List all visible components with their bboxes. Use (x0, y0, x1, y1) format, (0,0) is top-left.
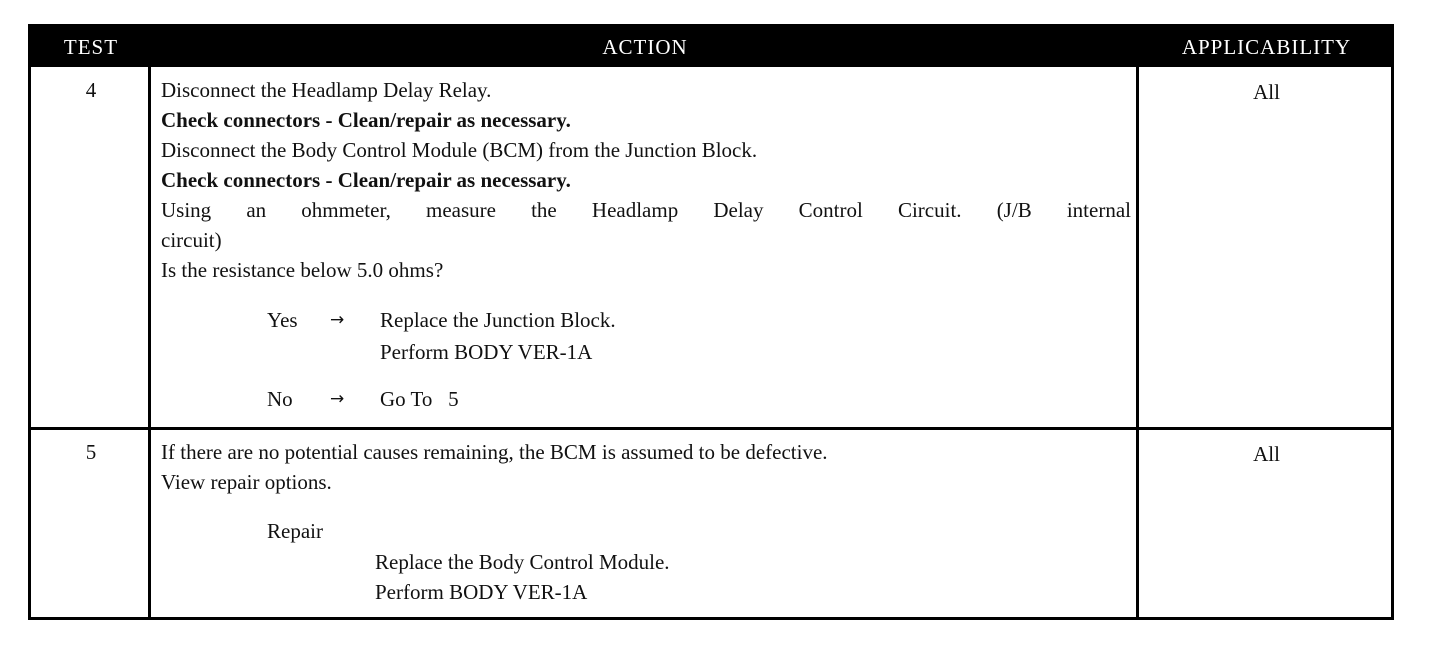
header-action: ACTION (602, 35, 688, 59)
header-applicability: APPLICABILITY (1181, 35, 1352, 59)
arrow-icon: → (330, 389, 345, 409)
column-divider (1136, 67, 1139, 617)
diagnostic-test-table (28, 24, 1394, 620)
yes-label: Yes (267, 308, 298, 332)
repair-action: Perform BODY VER-1A (375, 580, 588, 604)
arrow-icon: → (330, 310, 345, 330)
action-line: Using an ohmmeter, measure the Headlamp Delay Control Circuit. (J/B internal (161, 198, 1131, 222)
action-text (161, 75, 1136, 285)
repair-action: Replace the Body Control Module. (375, 550, 670, 574)
action-line: View repair options. (161, 470, 332, 494)
test-number: 5 (85, 440, 97, 464)
action-line: Is the resistance below 5.0 ohms? (161, 258, 444, 282)
action-line: If there are no potential causes remaining, the BCM is assumed to be defective. (161, 440, 828, 464)
repair-label: Repair (267, 519, 323, 543)
action-line: circuit) (161, 228, 222, 252)
applicability-value: All (1253, 442, 1280, 466)
action-line: Disconnect the Headlamp Delay Relay. (161, 78, 492, 102)
yes-action: Replace the Junction Block. (380, 308, 616, 332)
no-label: No (267, 387, 293, 411)
header-test: TEST (63, 35, 119, 59)
yes-action: Perform BODY VER-1A (380, 340, 593, 364)
table-header (31, 27, 1391, 67)
applicability-value: All (1253, 80, 1280, 104)
no-action: Go To 5 (380, 387, 459, 411)
action-line: Check connectors - Clean/repair as necessary. (161, 108, 571, 132)
action-line: Check connectors - Clean/repair as necessary. (161, 168, 571, 192)
column-divider (148, 67, 151, 617)
row-divider (31, 427, 1391, 430)
action-line: Disconnect the Body Control Module (BCM) from the Junction Block. (161, 138, 758, 162)
test-number: 4 (85, 78, 97, 102)
action-text (161, 437, 1136, 497)
